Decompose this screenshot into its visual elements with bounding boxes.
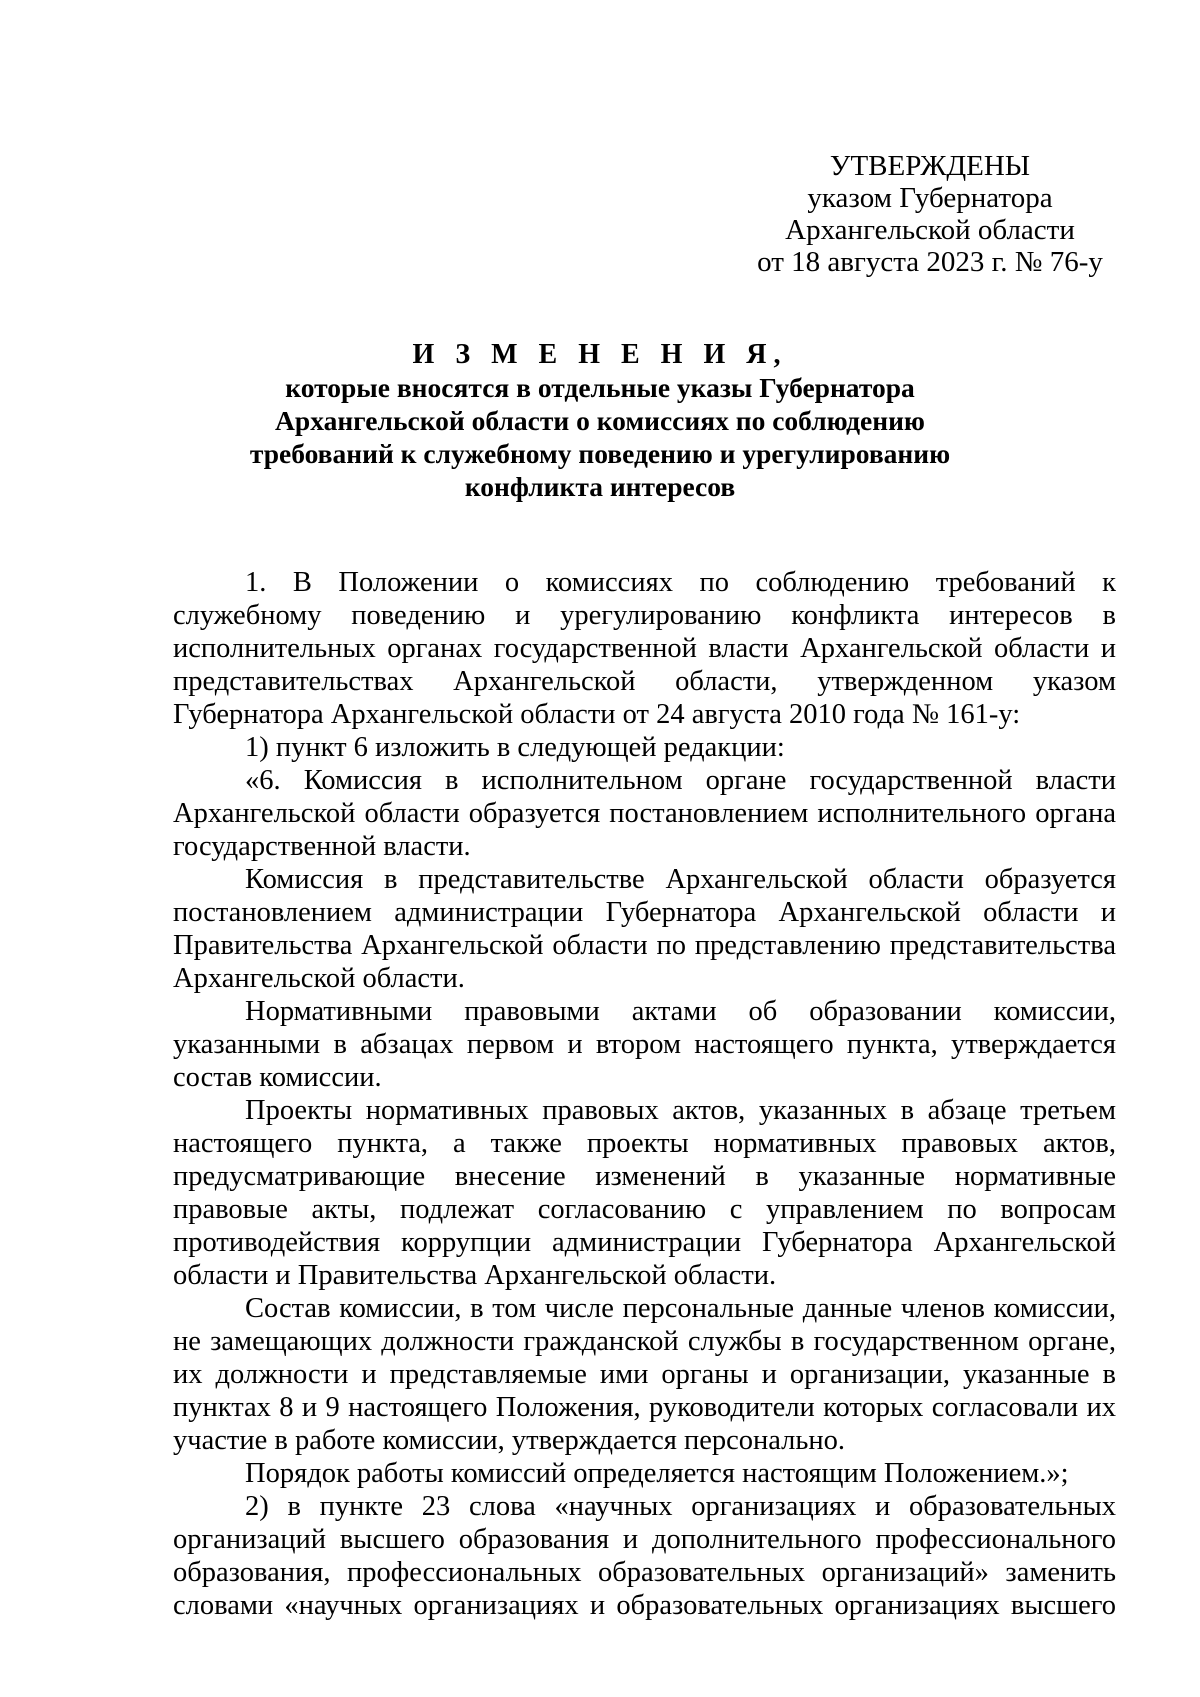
paragraph: Состав комиссии, в том числе персональные данные членов комиссии, не замещающих должности гражданской службы в государственном органе, их должности и представляемые ими органы и организации, указанные в пунктах 8 и 9 настоящего Положения, руководители которых согласовали их участие в работе комиссии, утверждается персонально. — [173, 1293, 1116, 1456]
paragraph: 1) пункт 6 изложить в следующей редакции: — [245, 732, 785, 763]
approval-line: от 18 августа 2023 г. № 76-у — [757, 246, 1103, 278]
approval-line: указом Губернатора — [807, 182, 1053, 214]
title-heading: И З М Е Н Е Н И Я, — [412, 339, 788, 370]
paragraph: 2) в пункте 23 слова «научных организациях и образовательных организаций высшего образования и дополнительного профессионального образования, профессиональных образовательных организаций» заменить словами «научных организациях и образовательных организациях высшего — [173, 1491, 1116, 1621]
paragraph: Комиссия в представительстве Архангельской области образуется постановлением администрации Губернатора Архангельской области и Правительства Архангельской области по представлению представительства Архангельской области. — [173, 864, 1116, 994]
paragraph: 1. В Положении о комиссиях по соблюдению требований к служебному поведению и урегулированию конфликта интересов в исполнительных органах государственной власти Архангельской области и представительствах Архангельской области, утвержденном указом Губернатора Архангельской области от 24 августа 2010 года № 161-у: — [173, 567, 1116, 730]
paragraph: Проекты нормативных правовых актов, указанных в абзаце третьем настоящего пункта, а также проекты нормативных правовых актов, предусматривающие внесение изменений в указанные нормативные правовые акты, подлежат согласованию с управлением по вопросам противодействия коррупции администрации Губернатора Архангельской области и Правительства Архангельской области. — [173, 1095, 1116, 1291]
document-title — [200, 338, 1000, 503]
approval-stamp — [700, 150, 1160, 278]
title-line: которые вносятся в отдельные указы Губернатора — [285, 372, 915, 403]
paragraph: Нормативными правовыми актами об образовании комиссии, указанными в абзацах первом и втором настоящего пункта, утверждается состав комиссии. — [173, 996, 1116, 1093]
document-body — [173, 566, 1116, 1622]
paragraph: «6. Комиссия в исполнительном органе государственной власти Архангельской области образуется постановлением исполнительного органа государственной власти. — [173, 765, 1116, 862]
title-line: требований к служебному поведению и урегулированию — [249, 438, 951, 469]
title-line: Архангельской области о комиссиях по соблюдению — [275, 405, 925, 436]
approval-line: Архангельской области — [785, 214, 1075, 246]
approval-line: УТВЕРЖДЕНЫ — [829, 150, 1031, 182]
paragraph: Порядок работы комиссий определяется настоящим Положением.»; — [245, 1458, 1069, 1489]
title-line: конфликта интересов — [464, 471, 736, 502]
